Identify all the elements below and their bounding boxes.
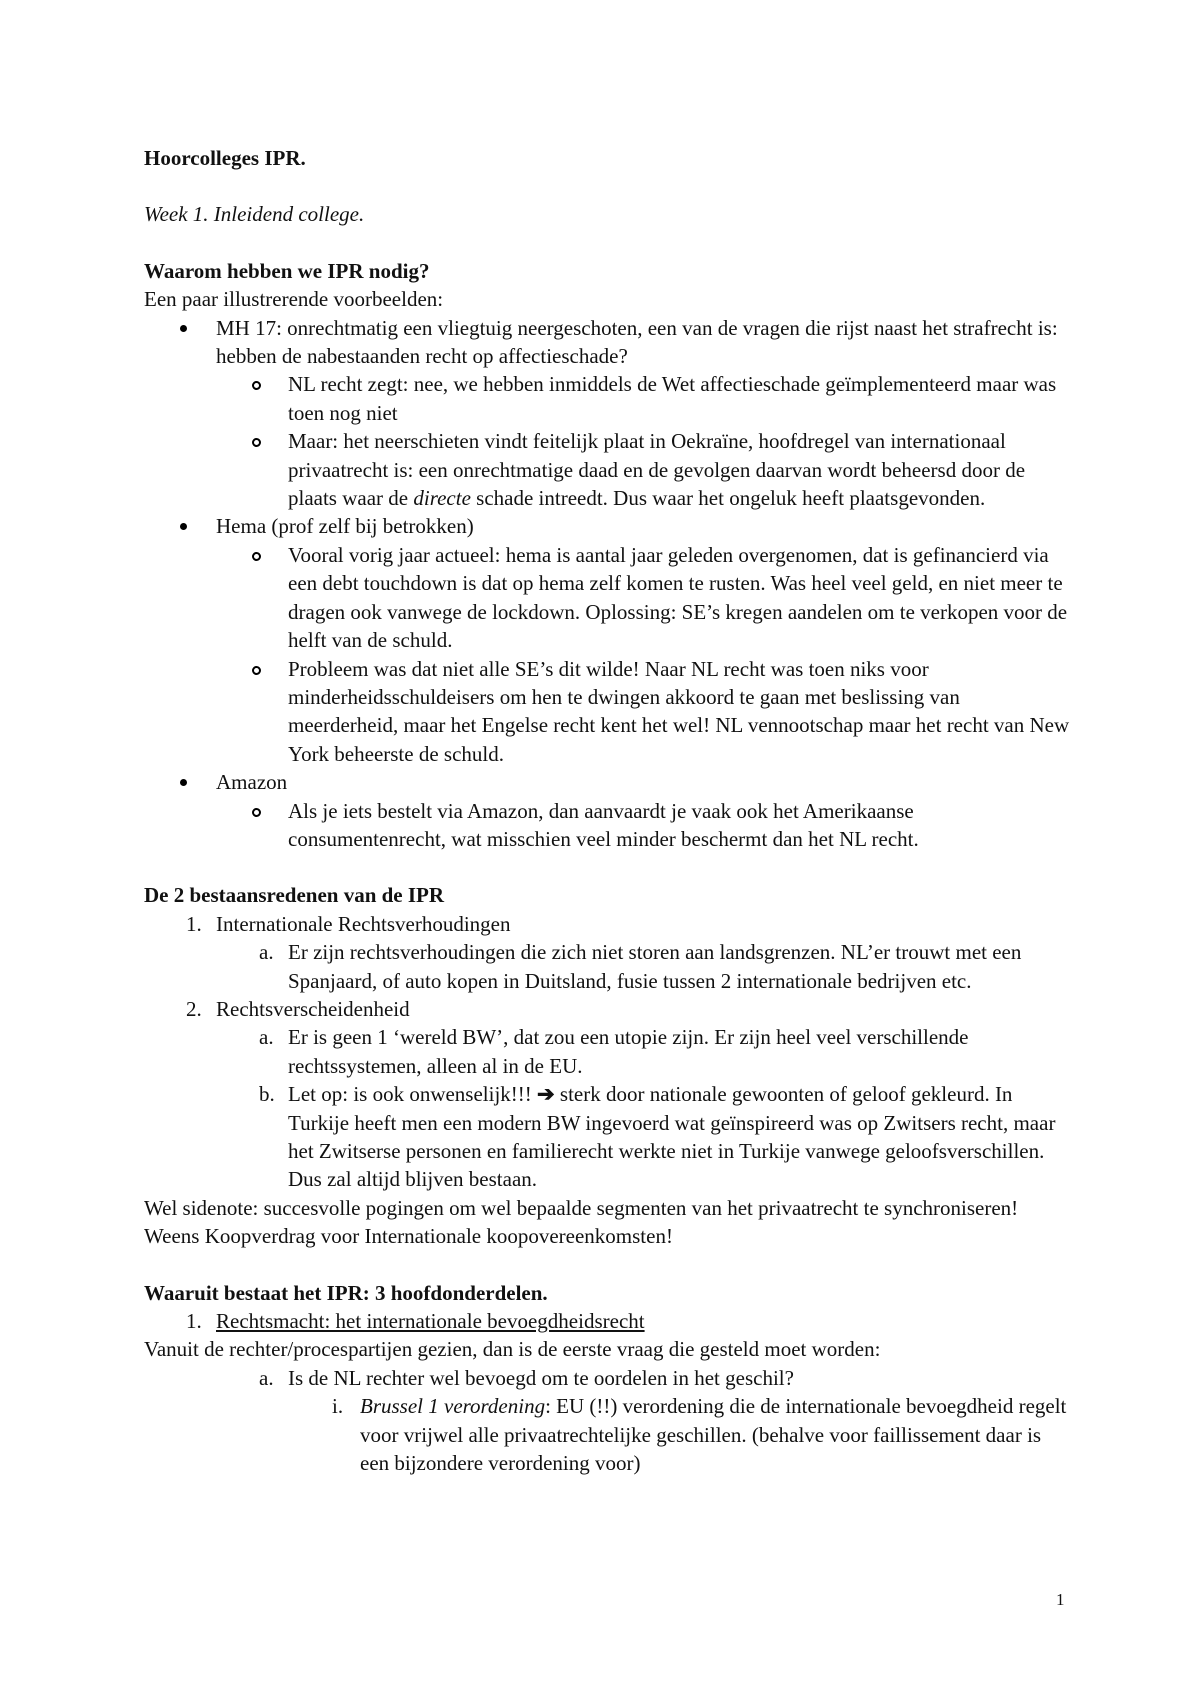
emphasis-text: Brussel 1 verordening: [360, 1394, 546, 1419]
list-letter: b.: [259, 1082, 275, 1107]
item-text: Er is geen 1 ‘wereld BW’, dat zou een utopie zijn. Er zijn heel veel verschillende rechtssystemen, alleen al in de EU.: [288, 1025, 969, 1078]
list-number: 1.: [186, 911, 202, 936]
circle-bullet-icon: [252, 666, 261, 675]
sidenote-paragraph: Wel sidenote: succesvolle pogingen om wel bepaalde segmenten van het privaatrecht te synchroniseren! Weens Koopverdrag voor Internationale koopovereenkomsten!: [144, 1195, 1019, 1249]
list-roman: i.: [332, 1394, 344, 1419]
sub-bullet-item: [144, 541, 1074, 655]
circle-bullet-icon: [252, 438, 261, 447]
section-heading-reasons: De 2 bestaansredenen van de IPR: [144, 883, 445, 908]
list-number: 2.: [186, 996, 202, 1021]
list-letter: a.: [259, 1025, 274, 1050]
bullet-icon: [180, 523, 187, 530]
week-subtitle: Week 1. Inleidend college.: [144, 202, 365, 227]
section-heading-why-ipr: Waarom hebben we IPR nodig?: [144, 258, 430, 283]
lettered-item: [144, 938, 1074, 995]
section-intro: Een paar illustrerende voorbeelden:: [144, 287, 444, 312]
bullet-text: Als je iets bestelt via Amazon, dan aanvaardt je vaak ook het Amerikaanse consumentenrecht, wat misschien veel minder beschermt dan het NL recht.: [288, 798, 919, 851]
list-number: 1.: [186, 1309, 202, 1334]
numbered-item: [144, 995, 1074, 1023]
sub-bullet-item: [144, 427, 1074, 512]
numbered-item: [144, 910, 1074, 938]
numbered-item: [144, 1307, 1074, 1335]
bullet-icon: [180, 325, 187, 332]
roman-item: [144, 1392, 1074, 1477]
item-text: Internationale Rechtsverhoudingen: [216, 911, 511, 936]
bullet-text: [288, 429, 1025, 510]
bullet-icon: [180, 779, 187, 786]
lettered-item: [144, 1364, 1074, 1392]
circle-bullet-icon: [252, 381, 261, 390]
bullet-text: MH 17: onrechtmatig een vliegtuig neergeschoten, een van de vragen die rijst naast het strafrecht is: hebben de nabestaanden recht op affectieschade?: [216, 315, 1058, 369]
item-text: Rechtsmacht: het internationale bevoegdheidsrecht: [216, 1309, 645, 1334]
page-number: 1: [1056, 1590, 1065, 1609]
item-text: [360, 1394, 1066, 1475]
lettered-item: [144, 1080, 1074, 1194]
emphasis-text: directe: [413, 486, 471, 511]
section-heading-components: Waaruit bestaat het IPR: 3 hoofdonderdelen.: [144, 1280, 548, 1305]
circle-bullet-icon: [252, 808, 261, 817]
text-run: sterk door nationale gewoonten of geloof gekleurd. In Turkije heeft men een modern BW ingevoerd wat geïnspireerd was op Zwitsers recht, maar het Zwitserse personen en familierecht werkte niet in Turkije vanwege geloofsverschillen. Dus zal altijd blijven bestaan.: [288, 1082, 1056, 1192]
bullet-item-amazon: [144, 768, 1074, 796]
bullet-text: Amazon: [216, 770, 288, 795]
bullet-item-mh17: [144, 314, 1074, 371]
sub-bullet-item: [144, 797, 1074, 854]
circle-bullet-icon: [252, 552, 261, 561]
text-run: Maar: het neerschieten vindt feitelijk plaat in Oekraïne, hoofdregel van internationaal privaatrecht is: een onrechtmatige daad en de gevolgen daarvan wordt beheersd door de plaats waar de: [288, 429, 1026, 511]
lettered-item: [144, 1023, 1074, 1080]
text-run: Let op: is ook onwenselijk!!!: [288, 1082, 538, 1107]
bullet-text: Hema (prof zelf bij betrokken): [216, 514, 474, 539]
sub-bullet-item: [144, 370, 1074, 427]
section-intro: Vanuit de rechter/procespartijen gezien, dan is de eerste vraag die gesteld moet worden:: [144, 1337, 881, 1362]
item-text: Er zijn rechtsverhoudingen die zich niet storen aan landsgrenzen. NL’er trouwt met een Spanjaard, of auto kopen in Duitsland, fusie tussen 2 internationale bedrijven etc.: [288, 940, 1022, 993]
text-run: : EU (!!) verordening die de internationale bevoegdheid regelt voor vrijwel alle privaatrechtelijke geschillen. (behalve voor faillissement daar is een bijzondere verordening voor): [360, 1394, 1067, 1476]
item-text: [288, 1082, 1055, 1191]
document-title: Hoorcolleges IPR.: [144, 146, 306, 170]
arrow-icon: ➔: [537, 1082, 555, 1107]
sub-bullet-item: [144, 655, 1074, 769]
item-text: Rechtsverscheidenheid: [216, 996, 410, 1021]
item-text: Is de NL rechter wel bevoegd om te oordelen in het geschil?: [288, 1365, 794, 1390]
bullet-text: Vooral vorig jaar actueel: hema is aantal jaar geleden overgenomen, dat is gefinancierd via een debt touchdown is dat op hema zelf komen te rusten. Was heel veel geld, en niet meer te dragen ook vanwege de lockdown. Oplossing: SE’s kregen aandelen om te verkopen voor de helft van de schuld.: [288, 542, 1068, 653]
list-letter: a.: [259, 940, 274, 965]
bullet-text: Probleem was dat niet alle SE’s dit wilde! Naar NL recht was toen niks voor minderheidsschuldeisers om hen te dwingen akkoord te gaan met beslissing van meerderheid, maar het Engelse recht kent het wel! NL vennootschap maar het recht van New York beheerste de schuld.: [288, 656, 1070, 766]
text-run: schade intreedt. Dus waar het ongeluk heeft plaatsgevonden.: [470, 486, 986, 511]
bullet-item-hema: [144, 512, 1074, 540]
document-body: [144, 144, 1074, 1477]
list-letter: a.: [259, 1365, 274, 1390]
bullet-text: NL recht zegt: nee, we hebben inmiddels de Wet affectieschade geïmplementeerd maar was toen nog niet: [288, 372, 1057, 425]
